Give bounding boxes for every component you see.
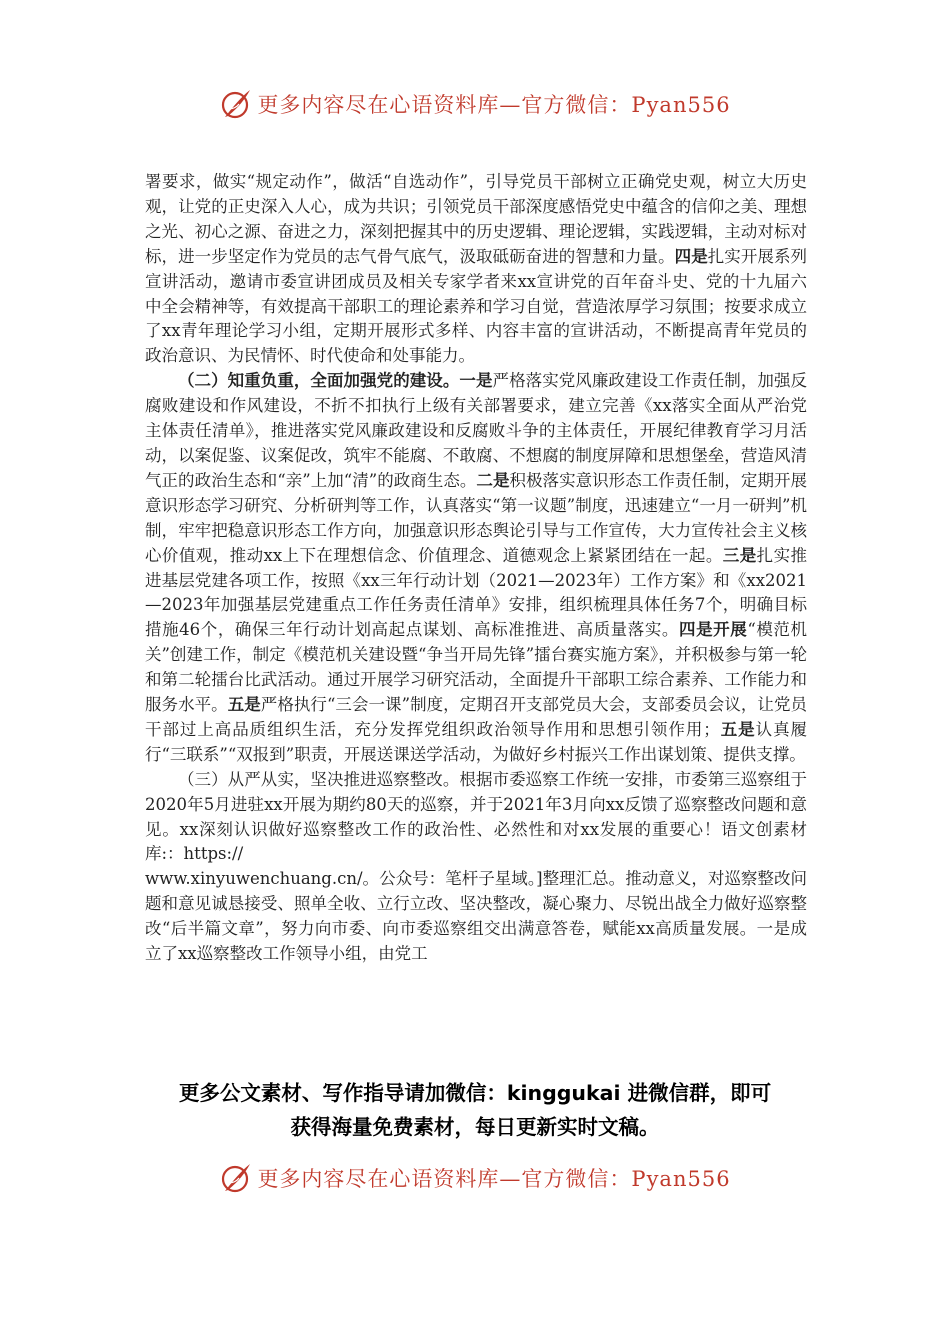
header-banner <box>0 84 950 124</box>
promo-line-2: 获得海量免费素材，每日更新实时文稿。 <box>290 1115 660 1139</box>
banner-text: 更多内容尽在心语资料库—官方微信：Pyan556 <box>257 1167 731 1191</box>
quill-pen-logo-icon <box>219 87 253 121</box>
promo-line-1: 更多公文素材、写作指导请加微信：kinggukai 进微信群，即可 <box>178 1081 772 1105</box>
text-run: 整理汇总。推动意义，对巡察整改问题和意见诚恳接受、照单全收、立行立改、坚决整改，凝心聚力、尽锐出战全力做好巡察整改“后半篇文章”，努力向市委、向市委巡察组交出满意答卷，赋能xx高质量发展。一是成立了xx巡察整改工作领导小组，由党工 <box>145 869 807 964</box>
bold-run: 五是 <box>719 719 756 739</box>
bold-run: 四是开展 <box>679 620 748 640</box>
section-heading: （二）知重负重，全面加强党的建设。 <box>178 371 460 391</box>
text-run: 严格执行“三会一课”制度，定期召开支部党员大会，支部委员会议，让党员干部过上高品质组织生活，充分发挥党组织政治领导作用和思想引领作用； <box>145 695 808 739</box>
paragraph-1 <box>145 170 807 369</box>
url-text: www.xinyuwenchuang.cn/。公众号：笔杆子星域。] <box>145 869 543 889</box>
text-run: 扎实开展系列宣讲活动，邀请市委宣讲团成员及相关专家学者来xx宣讲党的百年奋斗史、党的十九届六中全会精神等，有效提高干部职工的理论素养和学习自觉，营造浓厚学习氛围；按要求成立了xx青年理论学习小组，定期开展形式多样、内容丰富的宣讲活动，不断提高青年党员的政治意识、为民情怀、时代使命和处事能力。 <box>145 246 808 366</box>
text-run: （三）从严从实，坚决推进巡察整改。根据市委巡察工作统一安排，市委第三巡察组于2020年5月进驻xx开展为期约80天的巡察，并于2021年3月向xx反馈了巡察整改问题和意见。xx深刻认识做好巡察整改工作的政治性、必然性和对xx发展的重要心！语文创素材库:：https:// <box>145 769 807 864</box>
quill-pen-logo-icon <box>219 1161 253 1195</box>
paragraph-3 <box>145 768 807 967</box>
text-run: 署要求，做实“规定动作”，做活“自选动作”，引导党员干部树立正确党史观，树立大历史观，让党的正史深入人心，成为共识；引领党员干部深度感悟党史中蕴含的信仰之美、理想之光、初心之源、奋进之力，深刻把握其中的历史逻辑、理论逻辑，实践逻辑，主动对标对标，进一步坚定作为党员的志气骨气底气，汲取砥砺奋进的智慧和力量。 <box>145 172 807 266</box>
banner-text: 更多内容尽在心语资料库—官方微信：Pyan556 <box>257 93 731 117</box>
bold-run: 一是 <box>459 371 493 391</box>
text-run: 严格落实党风廉政建设工作责任制，加强反腐败建设和作风建设，不折不扣执行上级有关部署要求，建立完善《xx落实全面从严治党主体责任清单》，推进落实党风廉政建设和反腐败斗争的主体责任，开展纪律教育学习月活动，以案促鉴、议案促改，筑牢不能腐、不敢腐、不想腐的制度屏障和思想堡垒，营造风清气正的政治生态和“亲”上加“清”的政商生态。 <box>145 371 808 490</box>
bold-run: 三是 <box>722 545 757 565</box>
text-run: 认真履行“三联系”“双报到”职责，开展送课送学活动，为做好乡村振兴工作出谋划策、提供支撑。 <box>145 719 808 764</box>
promo-note <box>0 1076 950 1144</box>
text-run: 扎实推进基层党建各项工作，按照《xx三年行动计划（2021—2023年）工作方案》和《xx2021—2023年加强基层党建重点工作任务责任清单》安排，组织梳理具体任务7个，明确目标措施46个，确保三年行动计划高起点谋划、高标准推进、高质量落实。 <box>145 545 808 640</box>
footer-banner <box>0 1158 950 1198</box>
bold-run: 四是 <box>674 246 708 266</box>
text-run: 积极落实意识形态工作责任制，定期开展意识形态学习研究、分析研判等工作，认真落实“第一议题”制度，迅速建立“一月一研判”机制，牢牢把稳意识形态工作方向，加强意识形态舆论引导与工作宣传，大力宣传社会主义核心价值观，推动xx上下在理想信念、价值理念、道德观念上紧紧团结在一起。 <box>145 470 808 565</box>
text-run: “模范机关”创建工作，制定《模范机关建设暨“争当开局先锋”擂台赛实施方案》，并积极参与第一轮和第二轮擂台比武活动。通过开展学习研究活动，全面提升干部职工综合素养、工作能力和服务水平。 <box>145 620 808 715</box>
bold-run: 二是 <box>476 470 510 490</box>
document-body <box>145 170 807 967</box>
paragraph-2 <box>145 369 807 768</box>
bold-run: 五是 <box>227 695 261 715</box>
